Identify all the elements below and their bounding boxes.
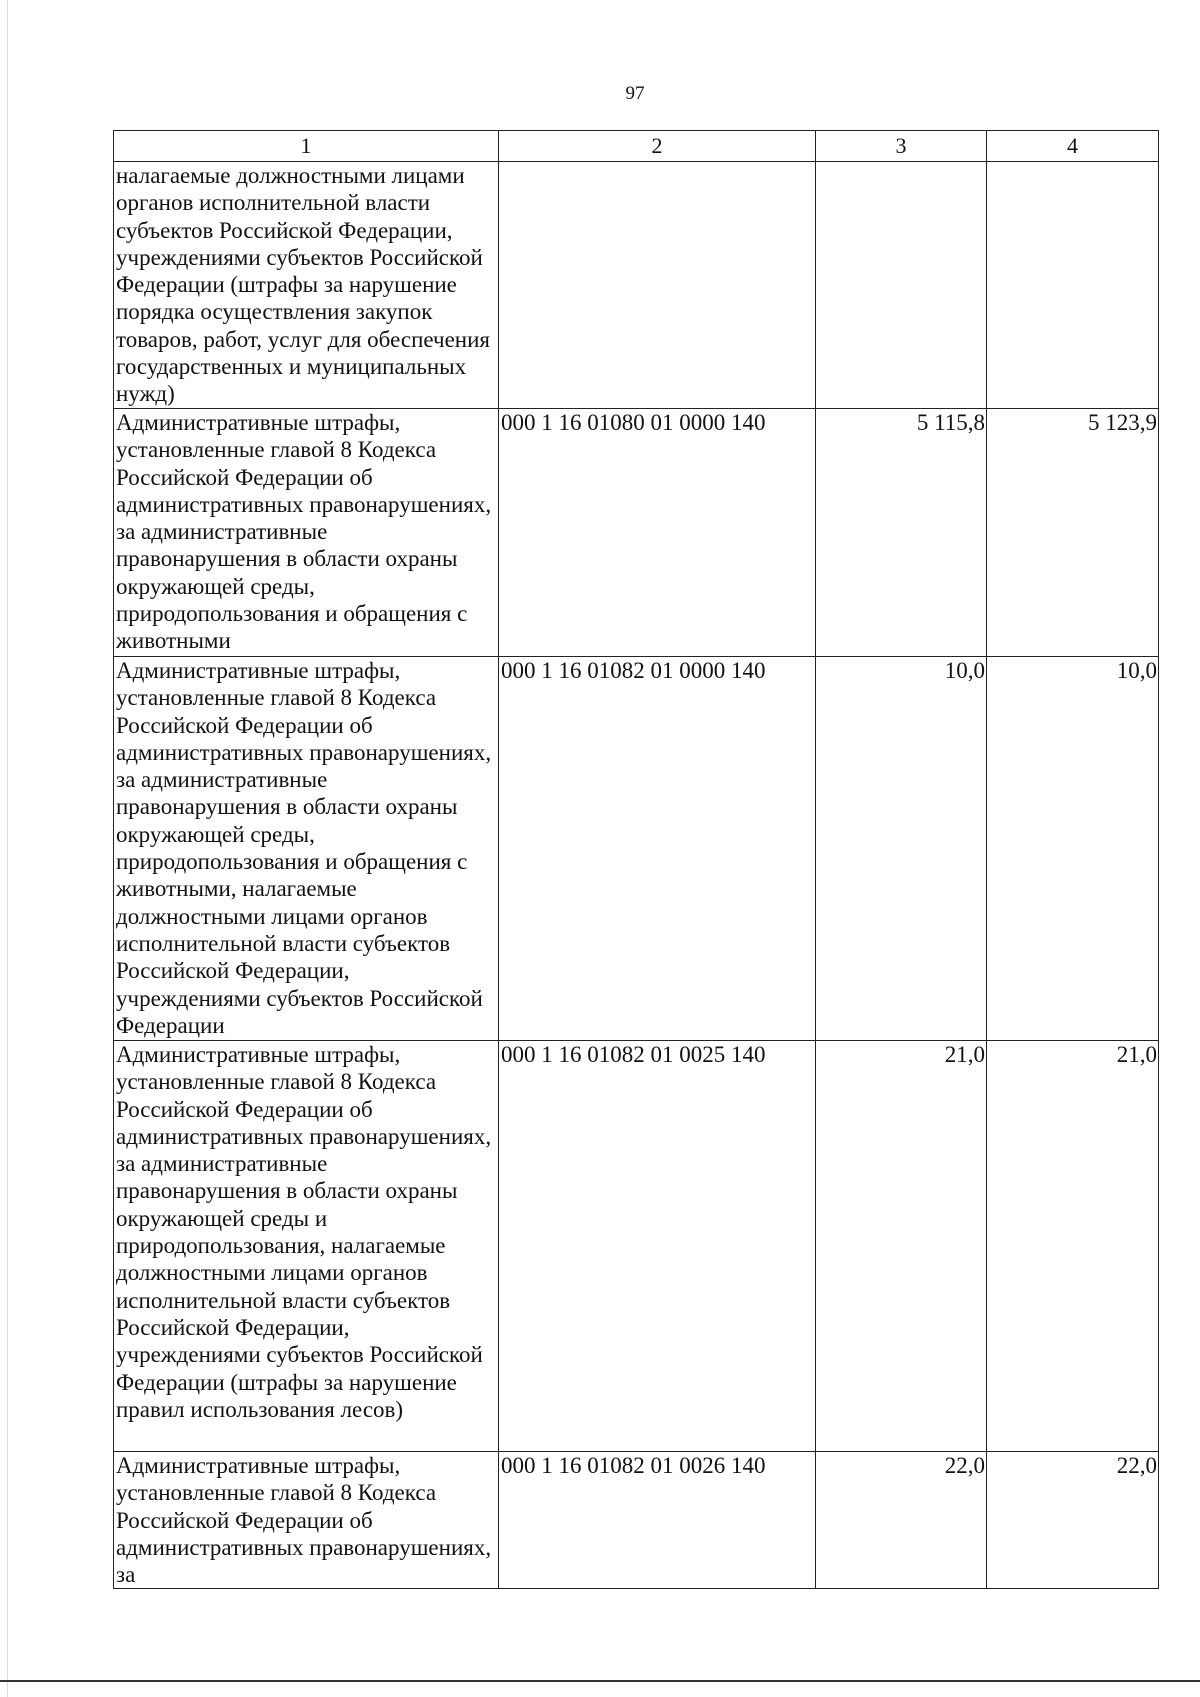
- row-value-3: 5 115,8: [816, 409, 987, 657]
- budget-table: [113, 130, 1159, 1589]
- column-header-4: 4: [987, 131, 1159, 162]
- row-value-4: 5 123,9: [987, 409, 1159, 657]
- row-description: Административные штрафы, установленные главой 8 Кодекса Российской Федерации об административных правонарушениях, за: [114, 1452, 499, 1589]
- page-number: 97: [625, 83, 645, 104]
- row-value-3: 21,0: [816, 1041, 987, 1452]
- table-row: [114, 409, 1159, 657]
- table-row: [114, 162, 1159, 409]
- row-code: 000 1 16 01080 01 0000 140: [499, 409, 816, 657]
- column-header-2: 2: [499, 131, 816, 162]
- row-value-4: 22,0: [987, 1452, 1159, 1589]
- bottom-scan-rule: [0, 1680, 1200, 1682]
- scan-edge-line: [7, 0, 8, 1697]
- row-value-4: 21,0: [987, 1041, 1159, 1452]
- table-row: [114, 657, 1159, 1041]
- row-code: [499, 162, 816, 409]
- row-value-3: 22,0: [816, 1452, 987, 1589]
- table-header-row: [114, 131, 1159, 162]
- row-code: 000 1 16 01082 01 0025 140: [499, 1041, 816, 1452]
- row-code: 000 1 16 01082 01 0026 140: [499, 1452, 816, 1589]
- row-description: Административные штрафы, установленные главой 8 Кодекса Российской Федерации об административных правонарушениях, за административные правонарушения в области охраны окружающей среды, природопользования и обращения с животными, налагаемые должностными лицами органов исполнительной власти субъектов Российской Федерации, учреждениями субъектов Российской Федерации: [114, 657, 499, 1041]
- table-row: [114, 1452, 1159, 1589]
- row-value-3: 10,0: [816, 657, 987, 1041]
- column-header-3: 3: [816, 131, 987, 162]
- row-value-4: 10,0: [987, 657, 1159, 1041]
- column-header-1: 1: [114, 131, 499, 162]
- row-code: 000 1 16 01082 01 0000 140: [499, 657, 816, 1041]
- table-row: [114, 1041, 1159, 1452]
- row-value-3: [816, 162, 987, 409]
- row-description: Административные штрафы, установленные главой 8 Кодекса Российской Федерации об административных правонарушениях, за административные правонарушения в области охраны окружающей среды, природопользования и обращения с животными: [114, 409, 499, 657]
- row-value-4: [987, 162, 1159, 409]
- row-description: Административные штрафы, установленные главой 8 Кодекса Российской Федерации об административных правонарушениях, за административные правонарушения в области охраны окружающей среды и природопользования, налагаемые должностными лицами органов исполнительной власти субъектов Российской Федерации, учреждениями субъектов Российской Федерации (штрафы за нарушение правил использования лесов): [114, 1041, 499, 1452]
- row-description: налагаемые должностными лицами органов исполнительной власти субъектов Российской Федерации, учреждениями субъектов Российской Федерации (штрафы за нарушение порядка осуществления закупок товаров, работ, услуг для обеспечения государственных и муниципальных нужд): [114, 162, 499, 409]
